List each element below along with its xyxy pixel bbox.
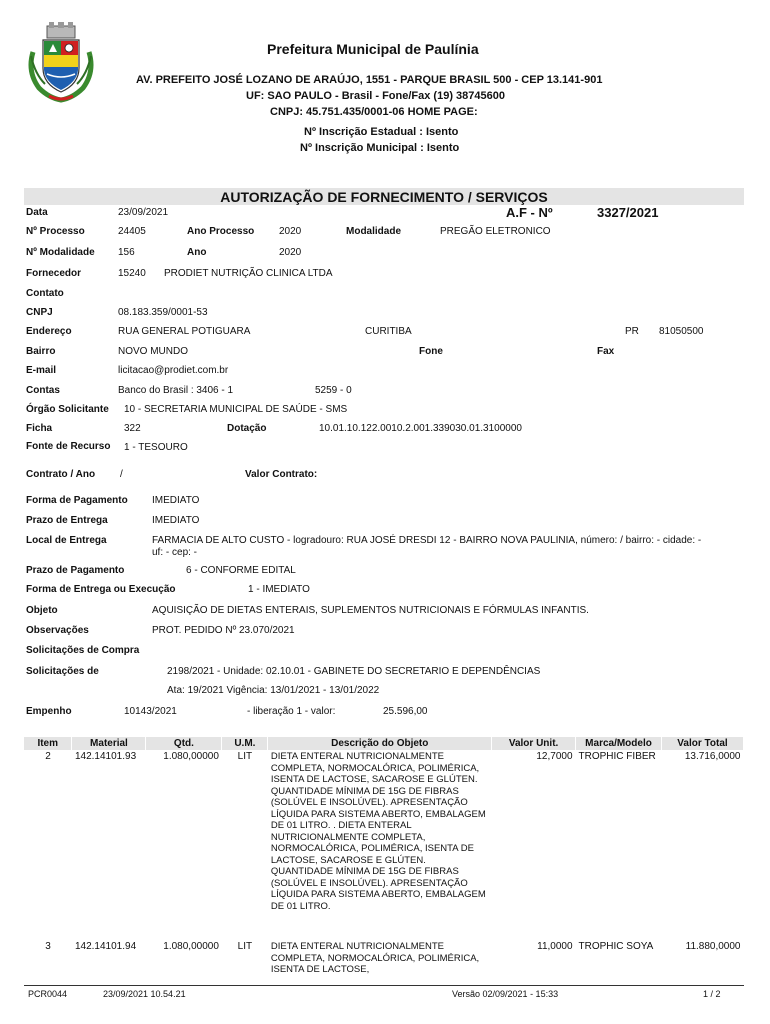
header-material: Material bbox=[72, 737, 146, 750]
prefecture-cnpj: CNPJ: 45.751.435/0001-06 HOME PAGE: bbox=[270, 106, 478, 118]
cidade-value: CURITIBA bbox=[365, 326, 412, 337]
section-title: AUTORIZAÇÃO DE FORNECIMENTO / SERVIÇOS bbox=[220, 189, 548, 205]
fonte-value: 1 - TESOURO bbox=[124, 442, 188, 453]
table-header-row bbox=[24, 737, 744, 750]
row-descricao: DIETA ENTERAL NUTRICIONALMENTE COMPLETA, NORMOCALÓRICA, POLIMÉRICA, ISENTA DE LACTOSE, SACAROSE E GLÚTEN. QUANTIDADE MÍNIMA DE 15G DE FIBRAS (SOLÚVEL E INSOLÚVEL). APRESENTAÇÃO LÍQUIDA PARA SISTEMA ABERTO, EMBALAGEM DE 01 LITRO. . DIETA ENTERAL NUTRICIONALMENTE COMPLETA, NORMOCALÓRICA, POLIMÉRICA, ISENTA DE LACTOSE, SACAROSE E GLÚTEN. QUANTIDADE MÍNIMA DE 15G DE FIBRAS (SOLÚVEL E INSOLÚVEL). APRESENTAÇÃO LÍQUIDA PARA SISTEMA ABERTO, EMBALAGEM DE 01 LITRO. bbox=[270, 751, 486, 912]
row-marca: TROPHIC FIBER bbox=[578, 751, 656, 762]
footer-datetime: 23/09/2021 10.54.21 bbox=[103, 989, 186, 999]
fornecedor-label: Fornecedor bbox=[26, 268, 82, 279]
row-valor-total: 13.716,0000 bbox=[684, 751, 741, 762]
af-label: A.F - Nº bbox=[506, 205, 553, 220]
cnpj-label: CNPJ bbox=[26, 307, 53, 318]
row-qtd: 1.080,00000 bbox=[163, 751, 219, 762]
footer-version: Versão 02/09/2021 - 15:33 bbox=[452, 989, 559, 999]
ficha-label: Ficha bbox=[26, 423, 53, 434]
empenho-valor: 25.596,00 bbox=[383, 706, 428, 717]
prazo-pagamento-label: Prazo de Pagamento bbox=[26, 565, 125, 576]
header-um: U.M. bbox=[222, 737, 268, 750]
uf-value: PR bbox=[625, 326, 639, 337]
solicitacoes-de-label: Solicitações de bbox=[26, 666, 99, 677]
valor-contrato-label: Valor Contrato: bbox=[245, 469, 318, 480]
modalidade-label: Modalidade bbox=[346, 226, 402, 237]
dotacao-label: Dotação bbox=[227, 423, 267, 434]
liberacao-value: - liberação 1 - valor: bbox=[247, 706, 336, 717]
dotacao-value: 10.01.10.122.0010.2.001.339030.01.3100000 bbox=[319, 423, 522, 434]
row-descricao: DIETA ENTERAL NUTRICIONALMENTE COMPLETA, NORMOCALÓRICA, POLIMÉRICA, ISENTA DE LACTOSE, bbox=[270, 941, 480, 975]
header-valor-unit: Valor Unit. bbox=[492, 737, 576, 750]
header-item: Item bbox=[24, 737, 72, 750]
observacoes-value: PROT. PEDIDO Nº 23.070/2021 bbox=[152, 625, 295, 636]
email-value: licitacao@prodiet.com.br bbox=[118, 365, 229, 376]
row-valor-unit: 11,0000 bbox=[537, 941, 573, 952]
row-valor-unit: 12,7000 bbox=[536, 751, 573, 762]
footer-divider bbox=[24, 985, 744, 986]
ata-value: Ata: 19/2021 Vigência: 13/01/2021 - 13/01/2022 bbox=[167, 685, 380, 696]
forma-entrega-label: Forma de Entrega ou Execução bbox=[26, 584, 176, 595]
fax-label: Fax bbox=[597, 346, 615, 357]
empenho-label: Empenho bbox=[26, 706, 72, 717]
data-label: Data bbox=[26, 207, 48, 218]
table-row bbox=[24, 940, 744, 977]
orgao-label: Órgão Solicitante bbox=[26, 404, 109, 415]
conta-num: 5259 - 0 bbox=[315, 385, 352, 396]
fone-label: Fone bbox=[419, 346, 443, 357]
email-label: E-mail bbox=[26, 365, 57, 376]
header-valor-total: Valor Total bbox=[662, 737, 744, 750]
ficha-value: 322 bbox=[124, 423, 141, 434]
data-value: 23/09/2021 bbox=[118, 207, 169, 218]
processo-label: Nº Processo bbox=[26, 226, 85, 237]
contato-label: Contato bbox=[26, 288, 64, 299]
num-modalidade-value: 156 bbox=[118, 247, 135, 258]
items-table bbox=[24, 737, 744, 977]
fonte-label: Fonte de Recurso bbox=[26, 441, 111, 452]
row-item: 3 bbox=[45, 941, 51, 952]
orgao-value: 10 - SECRETARIA MUNICIPAL DE SAÚDE - SMS bbox=[124, 404, 348, 415]
local-entrega-value-line1: FARMACIA DE ALTO CUSTO - logradouro: RUA JOSÉ DRESDI 12 - BAIRRO NOVA PAULINIA, número: / bairro: - cidade: - bbox=[152, 535, 702, 546]
row-valor-total: 11.880,0000 bbox=[685, 941, 741, 952]
header-descricao: Descrição do Objeto bbox=[268, 737, 492, 750]
contrato-value: / bbox=[120, 469, 123, 480]
prazo-entrega-value: IMEDIATO bbox=[152, 515, 200, 526]
num-modalidade-label: Nº Modalidade bbox=[26, 247, 95, 258]
ano-label: Ano bbox=[187, 247, 207, 258]
footer-code: PCR0044 bbox=[28, 989, 68, 999]
bairro-label: Bairro bbox=[26, 346, 56, 357]
processo-value: 24405 bbox=[118, 226, 146, 237]
empenho-value: 10143/2021 bbox=[124, 706, 177, 717]
ano-processo-value: 2020 bbox=[279, 226, 302, 237]
contas-value: Banco do Brasil : 3406 - 1 bbox=[118, 385, 234, 396]
local-entrega-label: Local de Entrega bbox=[26, 535, 107, 546]
row-um: LIT bbox=[237, 941, 253, 952]
ano-value: 2020 bbox=[279, 247, 302, 258]
header-qtd: Qtd. bbox=[146, 737, 222, 750]
cep-value: 81050500 bbox=[659, 326, 704, 337]
forma-pagamento-value: IMEDIATO bbox=[152, 495, 200, 506]
row-item: 2 bbox=[45, 751, 51, 762]
header-marca: Marca/Modelo bbox=[576, 737, 662, 750]
contas-label: Contas bbox=[26, 385, 60, 396]
prefecture-city: UF: SAO PAULO - Brasil - Fone/Fax (19) 38745600 bbox=[246, 90, 505, 102]
row-um: LIT bbox=[237, 751, 253, 762]
solicitacoes-de-value: 2198/2021 - Unidade: 02.10.01 - GABINETE DO SECRETARIO E DEPENDÊNCIAS bbox=[167, 666, 541, 677]
table-row bbox=[24, 750, 744, 940]
endereco-label: Endereço bbox=[26, 326, 72, 337]
footer-page: 1 / 2 bbox=[703, 989, 721, 999]
fornecedor-name: PRODIET NUTRIÇÃO CLINICA LTDA bbox=[164, 268, 333, 279]
objeto-value: AQUISIÇÃO DE DIETAS ENTERAIS, SUPLEMENTOS NUTRICIONAIS E FÓRMULAS INFANTIS. bbox=[152, 605, 589, 616]
local-entrega-value-line2: uf: - cep: - bbox=[152, 547, 198, 558]
af-value: 3327/2021 bbox=[597, 205, 659, 220]
row-qtd: 1.080,00000 bbox=[163, 941, 219, 952]
forma-entrega-value: 1 - IMEDIATO bbox=[248, 584, 310, 595]
prazo-entrega-label: Prazo de Entrega bbox=[26, 515, 108, 526]
objeto-label: Objeto bbox=[26, 605, 58, 616]
endereco-value: RUA GENERAL POTIGUARA bbox=[118, 326, 251, 337]
prefecture-address: AV. PREFEITO JOSÉ LOZANO DE ARAÚJO, 1551 - PARQUE BRASIL 500 - CEP 13.141-901 bbox=[136, 74, 603, 86]
row-marca: TROPHIC SOYA bbox=[578, 941, 654, 952]
inscricao-estadual: Nº Inscrição Estadual : Isento bbox=[304, 126, 459, 138]
fornecedor-code: 15240 bbox=[118, 268, 146, 279]
row-material: 142.14101.93 bbox=[74, 751, 137, 762]
solicitacoes-compra-label: Solicitações de Compra bbox=[26, 645, 140, 656]
observacoes-label: Observações bbox=[26, 625, 89, 636]
coat-of-arms-logo bbox=[25, 22, 97, 104]
row-material: 142.14101.94 bbox=[74, 941, 137, 952]
cnpj-value: 08.183.359/0001-53 bbox=[118, 307, 208, 318]
bairro-value: NOVO MUNDO bbox=[118, 346, 188, 357]
forma-pagamento-label: Forma de Pagamento bbox=[26, 495, 128, 506]
modalidade-value: PREGÃO ELETRONICO bbox=[440, 226, 551, 237]
prefecture-title: Prefeitura Municipal de Paulínia bbox=[267, 41, 479, 57]
contrato-label: Contrato / Ano bbox=[26, 469, 96, 480]
inscricao-municipal: Nº Inscrição Municipal : Isento bbox=[300, 142, 460, 154]
ano-processo-label: Ano Processo bbox=[187, 226, 255, 237]
prazo-pagamento-value: 6 - CONFORME EDITAL bbox=[186, 565, 296, 576]
